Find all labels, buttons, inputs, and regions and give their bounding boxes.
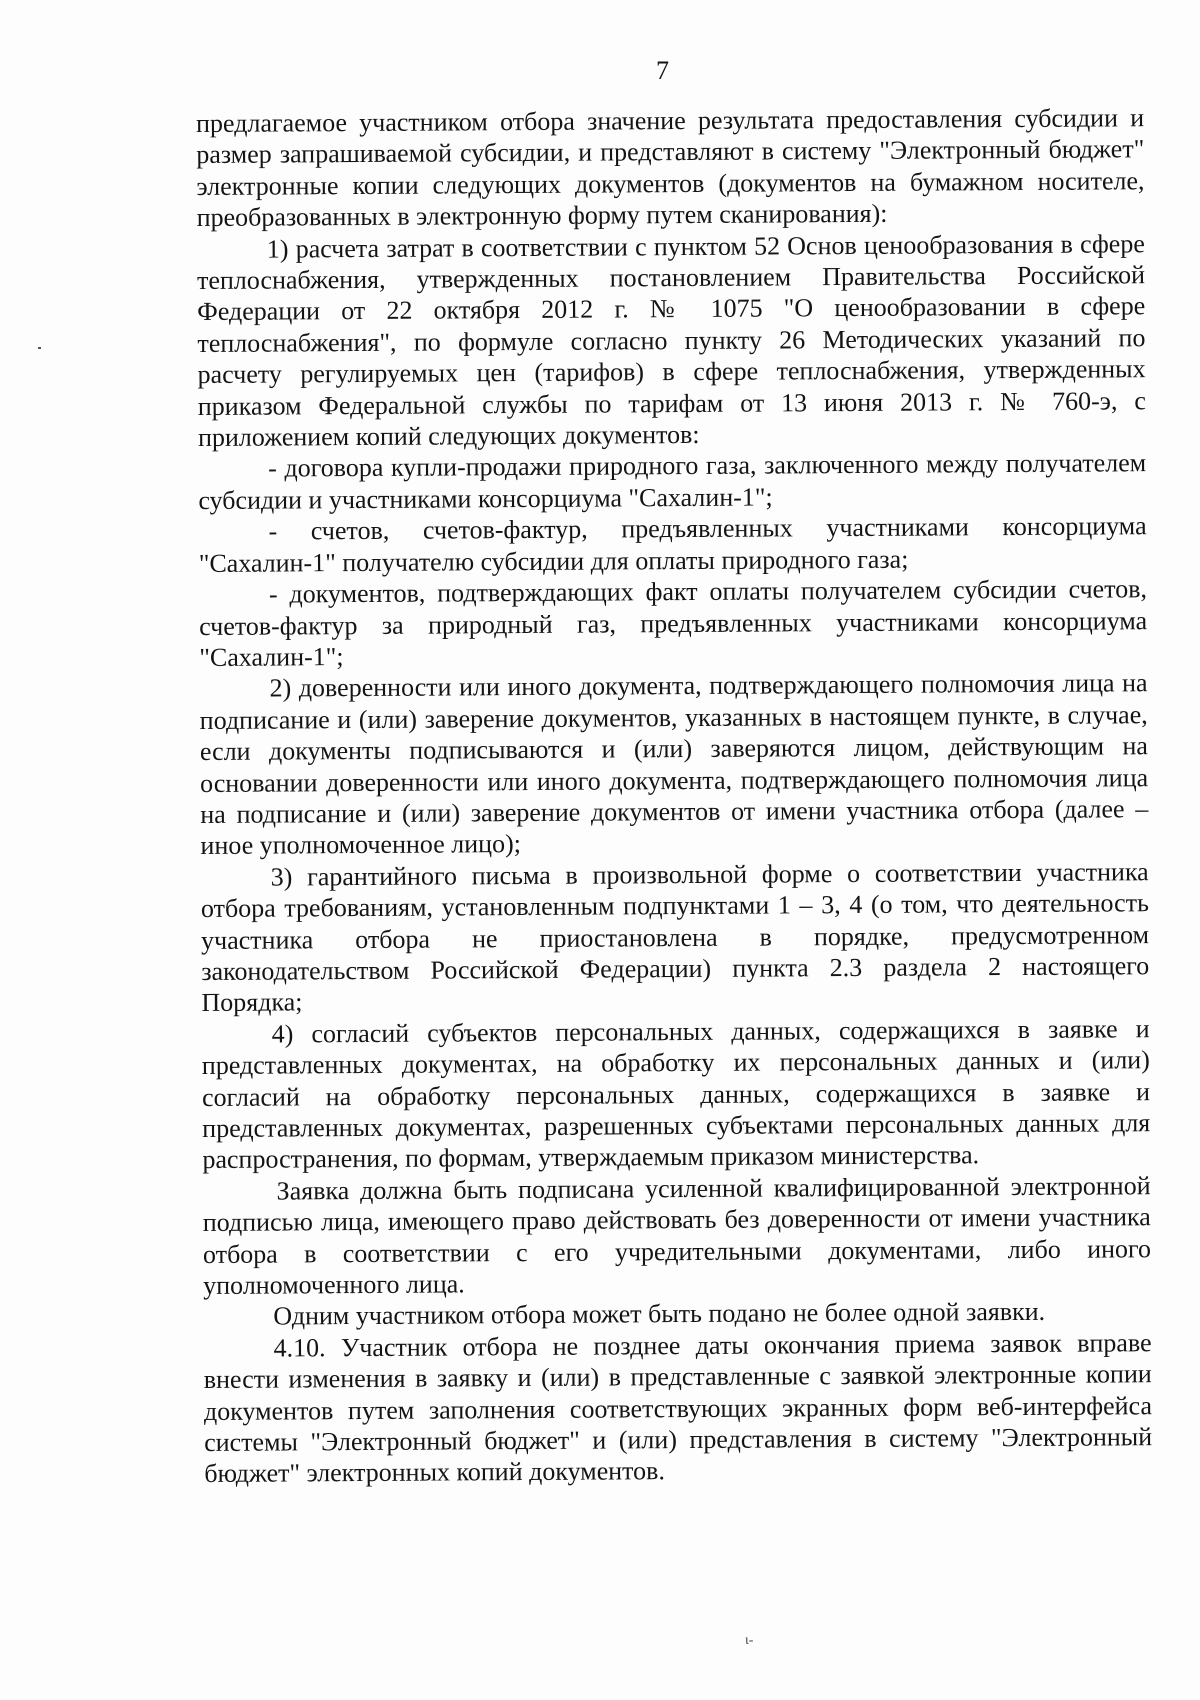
paragraph-4-10: 4.10. Участник отбора не позднее даты окончания приема заявок вправе внести изменения в заявку и (или) в представленные с заявкой электронные копии документов путем заполнения соответствующих экранных форм веб-интерфейса системы "Электронный бюджет" и (или) представления в систему "Электронный бюджет" электронных копий документов. xyxy=(203,1328,1153,1489)
scan-artifact xyxy=(38,347,41,349)
paragraph-subitem-payment: - документов, подтверждающих факт оплаты получателем субсидии счетов, счетов-фактур за природный газ, предъявленных участниками консорциума "Сахалин-1"; xyxy=(199,574,1148,672)
paragraph-item-3: 3) гарантийного письма в произвольной форме о соответствии участника отбора требованиям, установленным подпунктами 1 – 3, 4 (о том, что деятельность участника отбора не приостановлена в порядке, предусмотренном законодательством Российской Федерации) пункта 2.3 раздела 2 настоящего Порядка; xyxy=(200,856,1150,1018)
paragraph-one-application: Одним участником отбора может быть подано не более одной заявки. xyxy=(273,1297,1046,1331)
document-body xyxy=(196,102,1152,1490)
page-number: 7 xyxy=(656,56,669,85)
paragraph-subitem-invoices: - счетов, счетов-фактур, предъявленных участниками консорциума "Сахалин-1" получателю субсидии для оплаты природного газа; xyxy=(198,511,1147,578)
paragraph-item-4: 4) согласий субъектов персональных данных, содержащихся в заявке и представленных документах, на обработку их персональных данных и (или) согласий на обработку персональных данных, содержащихся в заявке и представленных документах, разрешенных субъектами персональных данных для распространения, по формам, утверждаемым приказом министерства. xyxy=(201,1013,1151,1175)
scan-mark: ι- xyxy=(745,1633,754,1648)
paragraph-item-1: 1) расчета затрат в соответствии с пунктом 52 Основ ценообразования в сфере теплоснабжения, утвержденных постановлением Правительства Российской Федерации от 22 октября 2012 г. № 1075 "О ценообразовании в сфере теплоснабжения", по формуле согласно пункту 26 Методических указаний по расчету регулируемых цен (тарифов) в сфере теплоснабжения, утвержденных приказом Федеральной службы по тарифам от 13 июня 2013 г. № 760-э, с приложением копий следующих документов: xyxy=(196,228,1146,453)
paragraph-item-2: 2) доверенности или иного документа, подтверждающего полномочия лица на подписание и (или) заверение документов, указанных в настоящем пункте, в случае, если документы подписываются и (или) заверяются лицом, действующим на основании доверенности или иного документа, подтверждающего полномочия лица на подписание и (или) заверение документов от имени участника отбора (далее – иное уполномоченное лицо); xyxy=(199,668,1149,861)
paragraph-intro: предлагаемое участником отбора значение результата предоставления субсидии и размер запрашиваемой субсидии, и представляют в систему "Электронный бюджет" электронные копии следующих документов (документов на бумажном носителе, преобразованных в электронную форму путем сканирования): xyxy=(196,103,1145,233)
paragraph-subitem-contract: - договора купли-продажи природного газа, заключенного между получателем субсидии и участниками консорциума "Сахалин-1"; xyxy=(198,448,1147,515)
paragraph-application-signature: Заявка должна быть подписана усиленной квалифицированной электронной подписью лица, имеющего право действовать без доверенности от имени участника отбора в соответствии с его учредительными документами, либо иного уполномоченного лица. xyxy=(202,1171,1152,1301)
